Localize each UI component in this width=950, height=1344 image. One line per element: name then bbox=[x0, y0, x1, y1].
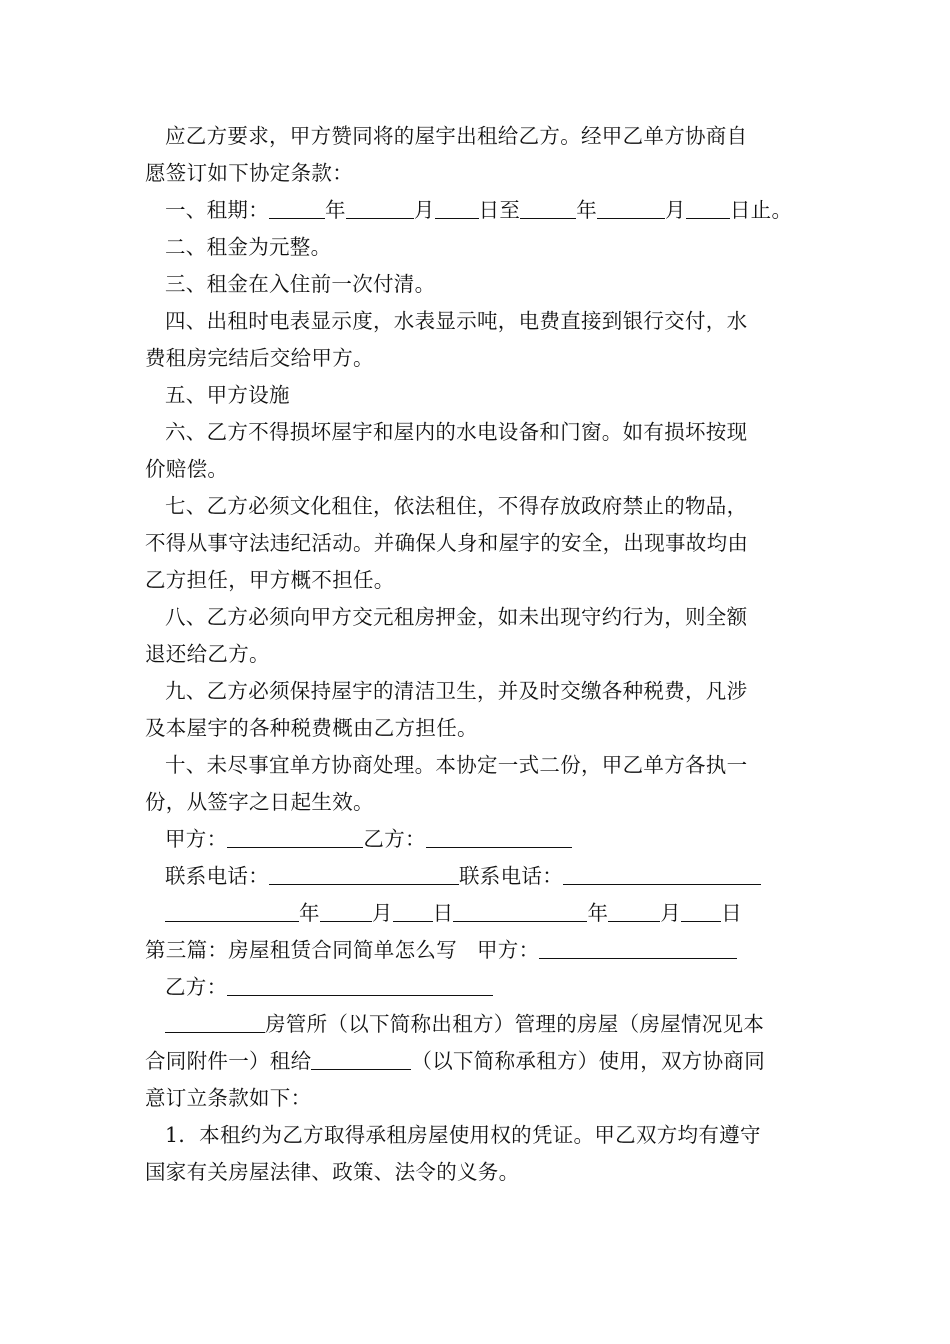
blank-field bbox=[320, 899, 372, 922]
clause-5: 五、甲方设施 bbox=[165, 383, 290, 407]
section-3-party-b-blank bbox=[227, 973, 493, 996]
clause-6-line-2: 价赔偿。 bbox=[145, 457, 229, 481]
clause-9-line-2: 及本屋宇的各种税费概由乙方担任。 bbox=[145, 716, 478, 740]
date-year-2: 年 bbox=[587, 901, 609, 925]
section-3-party-b-label: 乙方： bbox=[165, 975, 228, 999]
date-year: 年 bbox=[299, 901, 320, 925]
clause-4-line-1: 四、出租时电表显示度，水表显示吨，电费直接到银行交付，水 bbox=[165, 309, 748, 333]
party-a-blank bbox=[227, 825, 363, 848]
date-month: 月 bbox=[371, 901, 393, 925]
clause-1-term bbox=[145, 192, 810, 229]
party-b-blank bbox=[426, 825, 572, 848]
clause-3: 三、租金在入住前一次付清。 bbox=[165, 272, 436, 296]
section-3-party-a-label: 甲方： bbox=[477, 938, 540, 962]
section-3-body-text-1: 房管所（以下简称出租方）管理的房屋（房屋情况见本 bbox=[265, 1012, 765, 1036]
blank-field bbox=[435, 196, 479, 219]
term-month-2: 月 bbox=[665, 198, 686, 222]
section-3-body-text-2a: 合同附件一）租给 bbox=[145, 1049, 312, 1073]
blank-field bbox=[165, 899, 299, 922]
blank-field bbox=[311, 1047, 411, 1070]
section-3-party-b-line bbox=[145, 969, 810, 1006]
section-3-body-line-2 bbox=[145, 1043, 810, 1080]
phone-b-label: 联系电话： bbox=[459, 864, 563, 888]
date-day-2: 日 bbox=[721, 901, 742, 925]
blank-field bbox=[269, 196, 325, 219]
term-end: 日止。 bbox=[729, 198, 793, 222]
section-3-body-line-3: 意订立条款如下： bbox=[145, 1086, 312, 1110]
clause-2: 二、租金为元整。 bbox=[165, 235, 332, 259]
section-3-party-a-blank bbox=[539, 936, 737, 959]
blank-field bbox=[681, 899, 721, 922]
term-year: 年 bbox=[325, 198, 346, 222]
term-prefix: 一、租期： bbox=[165, 198, 269, 222]
section-3-title-line bbox=[145, 932, 810, 969]
party-b-label: 乙方： bbox=[363, 827, 426, 851]
term-day-to: 日至 bbox=[478, 198, 521, 222]
phone-b-blank bbox=[563, 862, 761, 885]
section-3-body-line-1 bbox=[145, 1006, 810, 1043]
section-3-item-1-line-2: 国家有关房屋法律、政策、法令的义务。 bbox=[145, 1160, 520, 1184]
clause-10-line-2: 份，从签字之日起生效。 bbox=[145, 790, 374, 814]
blank-field bbox=[393, 899, 433, 922]
section-3-body-text-2b: （以下简称承租方）使用，双方协商同 bbox=[411, 1049, 766, 1073]
intro-line-1: 应乙方要求，甲方赞同将的屋宇出租给乙方。经甲乙单方协商自 bbox=[165, 124, 748, 148]
clause-7-line-3: 乙方担任，甲方概不担任。 bbox=[145, 568, 395, 592]
section-3-item-1-line-1: 1．本租约为乙方取得承租房屋使用权的凭证。甲乙双方均有遵守 bbox=[165, 1123, 761, 1147]
section-3-title: 第三篇：房屋租赁合同简单怎么写 bbox=[145, 938, 457, 962]
blank-field bbox=[520, 196, 576, 219]
clause-8-line-1: 八、乙方必须向甲方交元租房押金，如未出现守约行为，则全额 bbox=[165, 605, 748, 629]
party-a-label: 甲方： bbox=[165, 827, 228, 851]
phone-a-label: 联系电话： bbox=[165, 864, 269, 888]
blank-field bbox=[608, 899, 660, 922]
intro-line-2: 愿签订如下协定条款： bbox=[145, 161, 353, 185]
blank-field bbox=[686, 196, 730, 219]
blank-field bbox=[165, 1010, 265, 1033]
date-day: 日 bbox=[432, 901, 454, 925]
signature-phones bbox=[145, 858, 810, 895]
blank-field bbox=[453, 899, 587, 922]
clause-7-line-1: 七、乙方必须文化租住，依法租住，不得存放政府禁止的物品， bbox=[165, 494, 748, 518]
clause-6-line-1: 六、乙方不得损坏屋宇和屋内的水电设备和门窗。如有损坏按现 bbox=[165, 420, 748, 444]
clause-10-line-1: 十、未尽事宜单方协商处理。本协定一式二份，甲乙单方各执一 bbox=[165, 753, 748, 777]
blank-field bbox=[346, 196, 414, 219]
clause-4-line-2: 费租房完结后交给甲方。 bbox=[145, 346, 374, 370]
phone-a-blank bbox=[269, 862, 459, 885]
signature-dates bbox=[145, 895, 810, 932]
clause-9-line-1: 九、乙方必须保持屋宇的清洁卫生，并及时交缴各种税费，凡涉 bbox=[165, 679, 748, 703]
date-month-2: 月 bbox=[660, 901, 682, 925]
signature-parties bbox=[145, 821, 810, 858]
document-page bbox=[145, 118, 810, 1191]
clause-8-line-2: 退还给乙方。 bbox=[145, 642, 270, 666]
blank-field bbox=[597, 196, 665, 219]
term-year-2: 年 bbox=[576, 198, 598, 222]
term-month: 月 bbox=[413, 198, 435, 222]
clause-7-line-2: 不得从事守法违纪活动。并确保人身和屋宇的安全，出现事故均由 bbox=[145, 531, 749, 555]
